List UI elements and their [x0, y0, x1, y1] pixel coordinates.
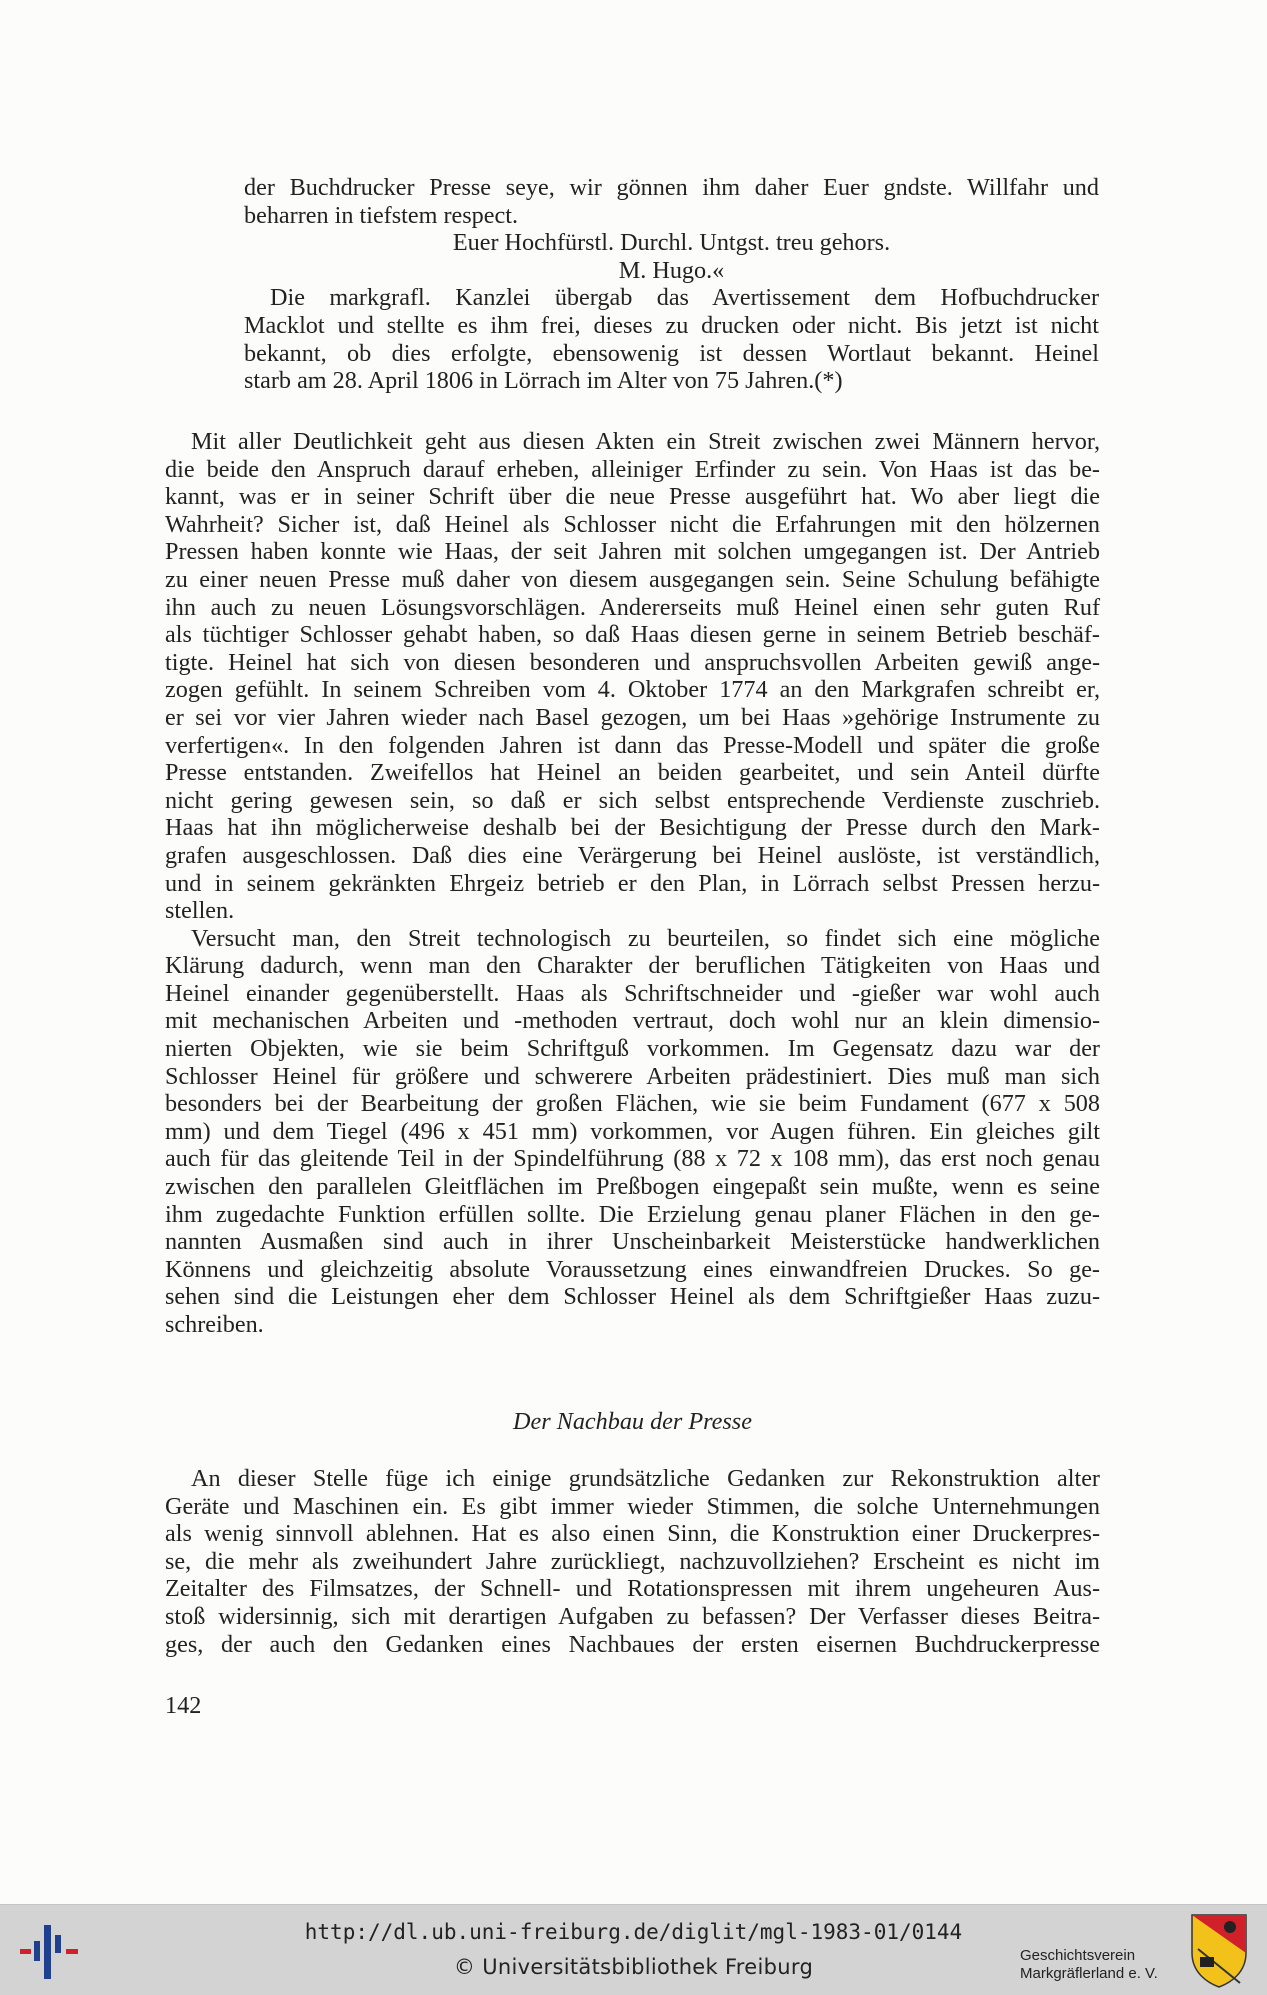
text-line: Zeitalter des Filmsatzes, der Schnell- und Rotationspressen mit ihrem ungeheuren Aus-	[165, 1575, 1100, 1603]
quote-signature: M. Hugo.«	[618, 256, 725, 284]
text-line: mm) und dem Tiegel (496 x 451 mm) vorkommen, vor Augen führen. Ein gleiches gilt	[165, 1117, 1100, 1145]
body-text	[165, 428, 1100, 1339]
copyright-text: © Universitätsbibliothek Freiburg	[453, 1955, 814, 1979]
section-heading: Der Nachbau der Presse	[513, 1408, 752, 1435]
text-line: die beide den Anspruch darauf erheben, alleiniger Erfinder zu sein. Von Haas ist das be-	[165, 455, 1100, 483]
quote-closing: Euer Hochfürstl. Durchl. Untgst. treu gehors.	[452, 229, 891, 257]
text-line: zwischen den parallelen Gleitflächen im Preßbogen eingepaßt sein mußte, wenn es seine	[165, 1173, 1100, 1201]
text-line: se, die mehr als zweihundert Jahre zurückliegt, nachzuvollziehen? Erscheint es nicht im	[165, 1547, 1100, 1575]
text-line: ihm zugedachte Funktion erfüllen sollte. Die Erzielung genau planer Flächen in den ge-	[165, 1200, 1100, 1228]
text-line: auch für das gleitende Teil in der Spindelführung (88 x 72 x 108 mm), das erst noch genau	[165, 1145, 1100, 1173]
text-line: nannten Ausmaßen sind auch in ihrer Unscheinbarkeit Meisterstücke handwerklichen	[165, 1228, 1100, 1256]
permalink-url[interactable]: http://dl.ub.uni-freiburg.de/diglit/mgl-1983-01/0144	[304, 1920, 963, 1944]
text-line: Heinel einander gegenüberstellt. Haas als Schriftschneider und -gießer war wohl auch	[165, 979, 1100, 1007]
text-line: nicht gering gewesen sein, so daß er sich selbst entsprechende Verdienste zuschrieb.	[165, 786, 1100, 814]
text-line: besonders bei der Bearbeitung der großen Flächen, wie sie beim Fundament (677 x 508	[165, 1090, 1100, 1118]
text-line: sehen sind die Leistungen eher dem Schlosser Heinel als dem Schriftgießer Haas zuzu-	[165, 1283, 1100, 1311]
text-line: grafen ausgeschlossen. Daß dies eine Verärgerung bei Heinel auslöste, ist verständlich,	[165, 841, 1100, 869]
text-line: als wenig sinnvoll ablehnen. Hat es also einen Sinn, die Konstruktion einer Druckerpres-	[165, 1520, 1100, 1548]
text-line: Haas hat ihn möglicherweise deshalb bei der Besichtigung der Presse durch den Mark-	[165, 814, 1100, 842]
text-line: Pressen haben konnte wie Haas, der seit Jahren mit solchen umgegangen ist. Der Antrieb	[165, 538, 1100, 566]
page-number: 142	[165, 1692, 202, 1719]
text-line: Wahrheit? Sicher ist, daß Heinel als Schlosser nicht die Erfahrungen mit den hölzernen	[165, 510, 1100, 538]
text-line: Die markgrafl. Kanzlei übergab das Avertissement dem Hofbuchdrucker	[270, 284, 1099, 312]
text-line: stoß widersinnig, sich mit derartigen Aufgaben zu befassen? Der Verfasser dieses Beitra-	[165, 1602, 1100, 1630]
org-name-line: Geschichtsverein	[1020, 1947, 1136, 1964]
text-line: kannt, was er in seiner Schrift über die neue Presse ausgeführt hat. Wo aber liegt die	[165, 483, 1100, 511]
text-line: als tüchtiger Schlosser gehabt haben, so daß Haas diesen gerne in seinem Betrieb beschäf-	[165, 621, 1100, 649]
text-line: Presse entstanden. Zweifellos hat Heinel an beiden gearbeitet, und sein Anteil dürfte	[165, 759, 1100, 787]
text-line: ges, der auch den Gedanken eines Nachbaues der ersten eisernen Buchdruckerpresse	[165, 1630, 1100, 1658]
text-line: Schlosser Heinel für größere und schwerere Arbeiten prädestiniert. Dies muß man sich	[165, 1062, 1100, 1090]
text-line: Klärung dadurch, wenn man den Charakter der beruflichen Tätigkeiten von Haas und	[165, 952, 1100, 980]
text-line: mit mechanischen Arbeiten und -methoden vertraut, doch wohl nur an klein dimensio-	[165, 1007, 1100, 1035]
text-line: zu einer neuen Presse muß daher von diesem ausgegangen sein. Seine Schulung befähigte	[165, 565, 1100, 593]
text-line: tigte. Heinel hat sich von diesen besonderen und anspruchsvollen Arbeiten gewiß ange-	[165, 648, 1100, 676]
text-line: Mit aller Deutlichkeit geht aus diesen Akten ein Streit zwischen zwei Männern hervor,	[191, 428, 1100, 455]
text-line: zogen gefühlt. In seinem Schreiben vom 4. Oktober 1774 an den Markgrafen schreibt er,	[165, 676, 1100, 704]
text-line: An dieser Stelle füge ich einige grundsätzliche Gedanken zur Rekonstruktion alter	[191, 1465, 1100, 1492]
text-line: der Buchdrucker Presse seye, wir gönnen ihm daher Euer gndste. Willfahr und	[244, 174, 1099, 201]
org-name-line: Markgräflerland e. V.	[1020, 1965, 1158, 1982]
text-line: er sei vor vier Jahren wieder nach Basel gezogen, um bei Haas »gehörige Instrumente zu	[165, 703, 1100, 731]
org-name	[1020, 1947, 1158, 1983]
text-line: starb am 28. April 1806 in Lörrach im Alter von 75 Jahren.(*)	[244, 367, 843, 395]
text-line: Geräte und Maschinen ein. Es gibt immer wieder Stimmen, die solche Unternehmungen	[165, 1492, 1100, 1520]
text-line: ihn auch zu neuen Lösungsvorschlägen. Andererseits muß Heinel einen sehr guten Ruf	[165, 593, 1100, 621]
text-line: nierten Objekten, wie sie beim Schriftguß vorkommen. Im Gegensatz dazu war der	[165, 1035, 1100, 1063]
text-line: und in seinem gekränkten Ehrgeiz betrieb er den Plan, in Lörrach selbst Pressen herzu-	[165, 869, 1100, 897]
text-line: beharren in tiefstem respect.	[244, 201, 518, 229]
section-text	[165, 1465, 1100, 1658]
text-line: Versucht man, den Streit technologisch zu beurteilen, so findet sich eine mögliche	[191, 924, 1100, 952]
coat-of-arms-icon	[1190, 1913, 1248, 1989]
footer-bar	[0, 1904, 1267, 1995]
text-line: bekannt, ob dies erfolgte, ebensowenig ist dessen Wortlaut bekannt. Heinel	[244, 339, 1099, 367]
text-line: verfertigen«. In den folgenden Jahren ist dann das Presse-Modell und später die große	[165, 731, 1100, 759]
text-line: stellen.	[165, 897, 235, 925]
quote-block	[244, 174, 1099, 395]
text-line: Könnens und gleichzeitig absolute Voraussetzung eines einwandfreien Druckes. So ge-	[165, 1255, 1100, 1283]
text-line: Macklot und stellte es ihm frei, dieses zu drucken oder nicht. Bis jetzt ist nicht	[244, 311, 1099, 339]
text-line: schreiben.	[165, 1311, 264, 1338]
